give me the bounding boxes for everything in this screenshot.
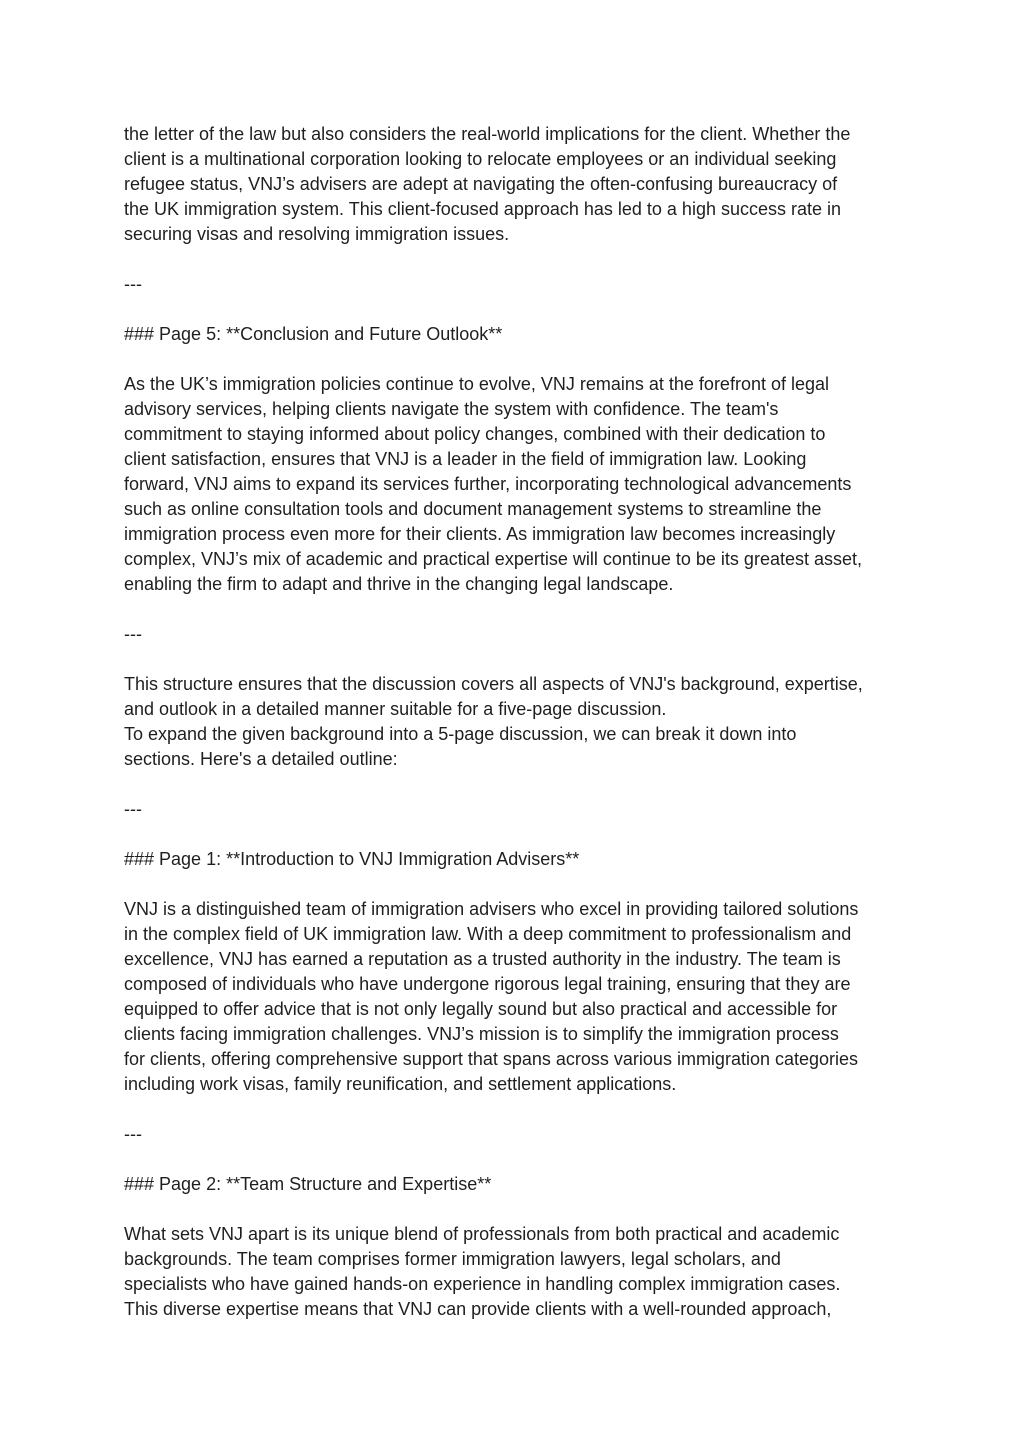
block-spacer (124, 247, 914, 272)
separator: --- (124, 799, 142, 819)
heading-page-2: ### Page 2: **Team Structure and Expertise** (124, 1174, 492, 1194)
text-line: clients facing immigration challenges. VNJ’s mission is to simplify the immigration process (124, 1024, 839, 1044)
block-spacer (124, 1197, 914, 1222)
text-line: What sets VNJ apart is its unique blend of professionals from both practical and academic (124, 1224, 840, 1244)
text-line: equipped to offer advice that is not only legally sound but also practical and accessible for (124, 999, 838, 1019)
text-line: This structure ensures that the discussion covers all aspects of VNJ's background, expertise, (124, 674, 863, 694)
heading-page-5: ### Page 5: **Conclusion and Future Outlook** (124, 324, 503, 344)
text-line: client is a multinational corporation looking to relocate employees or an individual seeking (124, 149, 837, 169)
text-line: securing visas and resolving immigration issues. (124, 224, 510, 244)
block-spacer (124, 1097, 914, 1122)
block-spacer (124, 647, 914, 672)
paragraph-structure-summary (124, 672, 914, 772)
block-spacer (124, 772, 914, 797)
block-spacer (124, 347, 914, 372)
text-line: such as online consultation tools and document management systems to streamline the (124, 499, 822, 519)
text-line: commitment to staying informed about policy changes, combined with their dedication to (124, 424, 826, 444)
separator: --- (124, 1124, 142, 1144)
text-line: complex, VNJ’s mix of academic and practical expertise will continue to be its greatest asset, (124, 549, 862, 569)
text-line: client satisfaction, ensures that VNJ is a leader in the field of immigration law. Looking (124, 449, 807, 469)
text-line: and outlook in a detailed manner suitable for a five-page discussion. (124, 699, 667, 719)
text-line: enabling the firm to adapt and thrive in the changing legal landscape. (124, 574, 674, 594)
text-line: excellence, VNJ has earned a reputation as a trusted authority in the industry. The team is (124, 949, 841, 969)
text-line: immigration process even more for their clients. As immigration law becomes increasingly (124, 524, 836, 544)
text-line: backgrounds. The team comprises former immigration lawyers, legal scholars, and (124, 1249, 781, 1269)
block-spacer (124, 597, 914, 622)
text-line: the letter of the law but also considers the real-world implications for the client. Whether the (124, 124, 851, 144)
text-line: forward, VNJ aims to expand its services further, incorporating technological advancements (124, 474, 852, 494)
paragraph-conclusion (124, 372, 914, 597)
paragraph-team-structure (124, 1222, 914, 1322)
text-line: VNJ is a distinguished team of immigration advisers who excel in providing tailored solutions (124, 899, 859, 919)
text-line: composed of individuals who have undergone rigorous legal training, ensuring that they are (124, 974, 851, 994)
text-line: This diverse expertise means that VNJ can provide clients with a well-rounded approach, (124, 1299, 832, 1319)
document-page (124, 122, 914, 1322)
text-line: including work visas, family reunification, and settlement applications. (124, 1074, 677, 1094)
block-spacer (124, 297, 914, 322)
text-line: refugee status, VNJ’s advisers are adept at navigating the often-confusing bureaucracy of (124, 174, 838, 194)
heading-page-1: ### Page 1: **Introduction to VNJ Immigration Advisers** (124, 849, 580, 869)
paragraph-page4-continuation (124, 122, 914, 247)
text-line: the UK immigration system. This client-focused approach has led to a high success rate in (124, 199, 842, 219)
text-line: for clients, offering comprehensive support that spans across various immigration categories (124, 1049, 859, 1069)
block-spacer (124, 1147, 914, 1172)
text-line: in the complex field of UK immigration law. With a deep commitment to professionalism and (124, 924, 852, 944)
separator: --- (124, 274, 142, 294)
block-spacer (124, 822, 914, 847)
text-line: sections. Here's a detailed outline: (124, 749, 398, 769)
text-line: As the UK’s immigration policies continue to evolve, VNJ remains at the forefront of legal (124, 374, 830, 394)
separator: --- (124, 624, 142, 644)
text-line: specialists who have gained hands-on experience in handling complex immigration cases. (124, 1274, 841, 1294)
text-line: To expand the given background into a 5-page discussion, we can break it down into (124, 724, 797, 744)
paragraph-introduction (124, 897, 914, 1097)
block-spacer (124, 872, 914, 897)
text-line: advisory services, helping clients navigate the system with confidence. The team's (124, 399, 779, 419)
